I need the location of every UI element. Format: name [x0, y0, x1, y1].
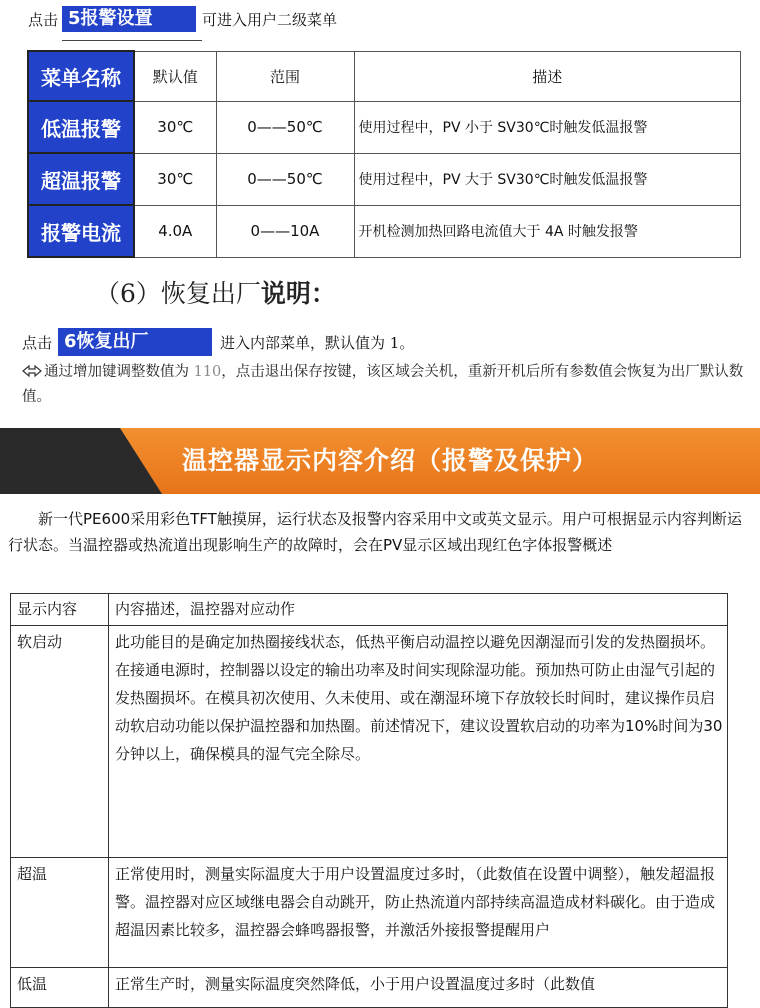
restore-button[interactable]: 6恢复出厂 [58, 328, 212, 356]
header-display-content: 显示内容 [11, 594, 109, 626]
row-text-low-temp: 正常生产时，测量实际温度突然降低，小于用户设置温度过多时（此数值 [109, 968, 728, 1008]
restore-suffix: 进入内部菜单，默认值为 1。 [220, 333, 415, 352]
table-row [11, 858, 728, 968]
alarm-setup-prefix: 点击 [28, 10, 59, 29]
row-key-over-temp: 超温 [11, 858, 109, 968]
row-key-low-temp: 低温 [11, 968, 109, 1008]
alarm-menu-table [27, 50, 741, 258]
table-row [28, 153, 741, 205]
default-value: 30℃ [134, 101, 216, 153]
description-text: 开机检测加热回路电流值大于 4A 时触发报警 [354, 205, 741, 257]
default-value: 4.0A [134, 205, 216, 257]
restore-note-text-b: ，点击退出保存按键，该区域会关机，重新开机后所有参数值会恢复为出厂默认数值。 [22, 364, 744, 405]
underline-divider [62, 40, 202, 41]
header-menu-name: 菜单名称 [28, 51, 134, 101]
header-content-description: 内容描述，温控器对应动作 [109, 594, 728, 626]
table-row [28, 205, 741, 257]
description-text: 使用过程中，PV 小于 SV30℃时触发低温报警 [354, 101, 741, 153]
double-arrow-icon [22, 360, 44, 385]
table-row [11, 626, 728, 858]
menu-name-alarm-current: 报警电流 [28, 205, 134, 257]
restore-heading-note: 说明： [260, 279, 336, 308]
table-row [28, 101, 741, 153]
alarm-setup-line [28, 6, 337, 32]
table-header-row [28, 51, 741, 101]
alarm-setup-suffix: 可进入用户二级菜单 [202, 10, 338, 29]
restore-heading-number: （6） [95, 279, 161, 308]
intro-paragraph: 新一代PE600采用彩色TFT触摸屏，运行状态及报警内容采用中文或英文显示。用户可根据显示内容判断运行状态。当温控器或热流道出现影响生产的故障时，会在PV显示区域出现红色字体报警概述 [8, 510, 742, 554]
restore-note-text-a: 通过增加键调整数值为 [44, 364, 194, 380]
header-default: 默认值 [134, 51, 216, 101]
menu-name-low-temp: 低温报警 [28, 101, 134, 153]
range-value: 0——50℃ [216, 101, 354, 153]
row-text-over-temp: 正常使用时，测量实际温度大于用户设置温度过多时，（此数值在设置中调整），触发超温报警。温控器对应区域继电器会自动跳开，防止热流道内部持续高温造成材料碳化。由于造成超温因素比较多，温控器会蜂鸣器报警，并激活外接报警提醒用户 [109, 858, 728, 968]
description-text: 使用过程中，PV 大于 SV30℃时触发低温报警 [354, 153, 741, 205]
restore-prefix: 点击 [22, 333, 53, 352]
table-row [11, 968, 728, 1008]
restore-note-value: 110 [193, 364, 222, 380]
display-content-table [10, 593, 728, 1008]
restore-line [22, 328, 414, 356]
header-range: 范围 [216, 51, 354, 101]
header-description: 描述 [354, 51, 741, 101]
restore-heading [95, 274, 336, 310]
default-value: 30℃ [134, 153, 216, 205]
banner-title: 温控器显示内容介绍（报警及保护） [182, 446, 599, 475]
row-key-soft-start: 软启动 [11, 626, 109, 858]
range-value: 0——10A [216, 205, 354, 257]
row-text-soft-start: 此功能目的是确定加热圈接线状态，低热平衡启动温控以避免因潮湿而引发的发热圈损坏。在接通电源时，控制器以设定的输出功率及时间实现除湿功能。预加热可防止由湿气引起的发热圈损坏。在模具初次使用、久未使用、或在潮湿环境下存放较长时间时，建议操作员启动软启动功能以保护温控器和加热圈。前述情况下，建议设置软启动的功率为10%时间为30分钟以上，确保模具的湿气完全除尽。 [109, 626, 728, 858]
alarm-setup-button[interactable]: 5报警设置 [62, 6, 196, 32]
range-value: 0——50℃ [216, 153, 354, 205]
restore-note [22, 360, 744, 410]
section-banner [0, 428, 750, 494]
menu-name-over-temp: 超温报警 [28, 153, 134, 205]
restore-heading-title: 恢复出厂 [160, 279, 261, 308]
table-header-row [11, 594, 728, 626]
